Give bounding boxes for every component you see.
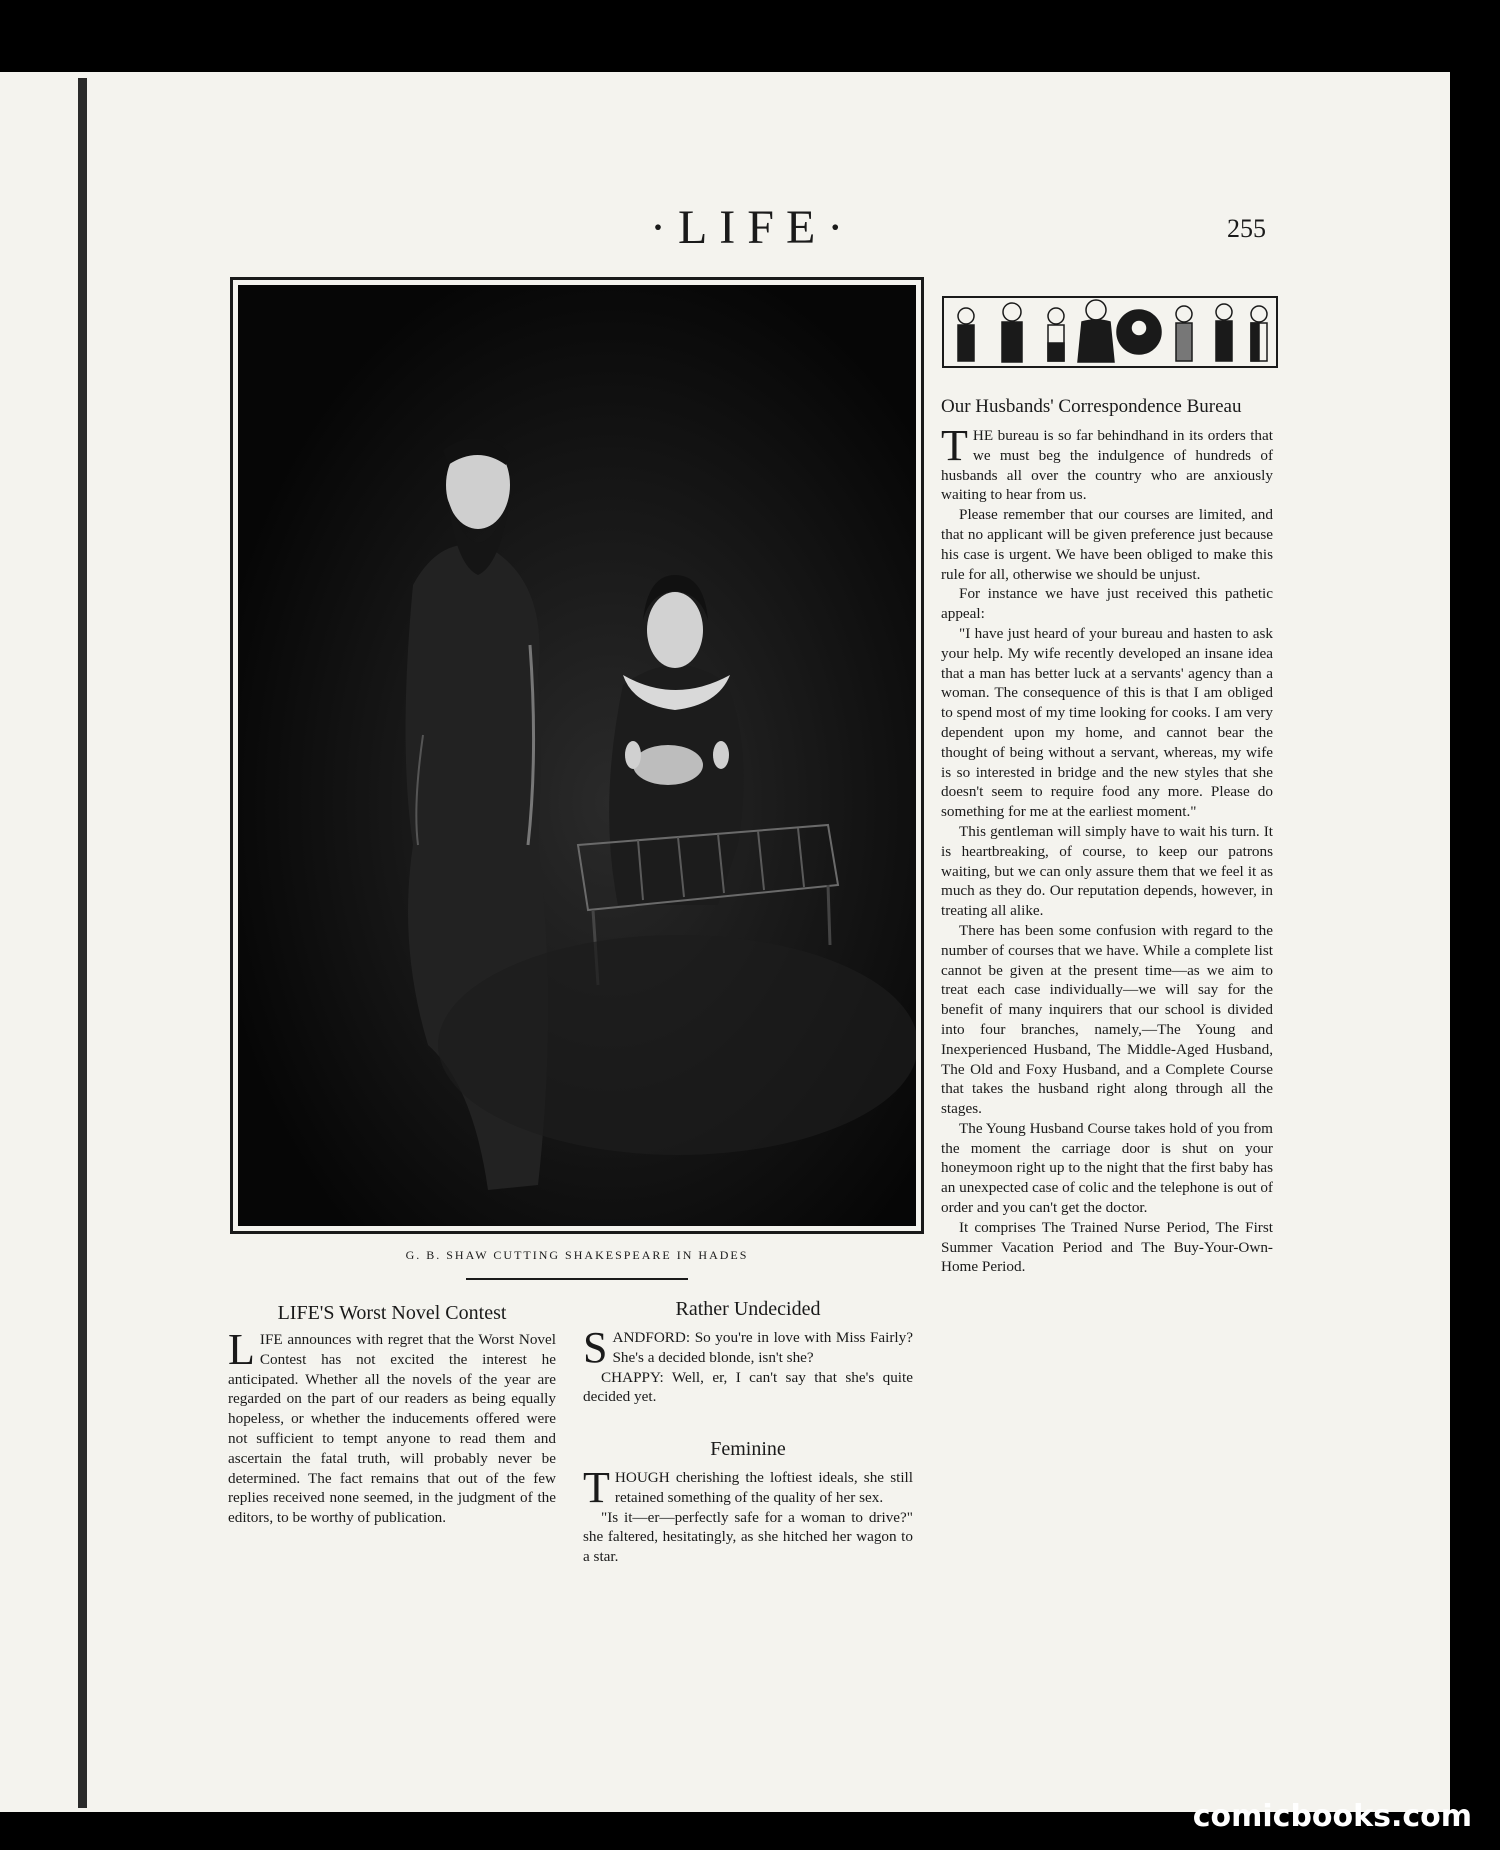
drop-cap: S xyxy=(583,1323,608,1372)
article-worst-novel xyxy=(228,1300,556,1528)
dialogue-line: ANDFORD: So you're in love with Miss Fairly? She's a decided blonde, isn't she? xyxy=(612,1329,913,1366)
article-paragraph: HE bureau is so far behindhand in its orders that we must beg the indulgence of hundreds of husbands all over the country who are anxiously waiting to hear from us. xyxy=(941,427,1273,504)
binding-spine xyxy=(78,78,87,1808)
article-title: Rather Undecided xyxy=(675,1298,821,1320)
drop-cap: L xyxy=(228,1325,255,1374)
dialogue-line: CHAPPY: Well, er, I can't say that she's quite decided yet. xyxy=(583,1368,913,1406)
article-paragraph: Please remember that our courses are limited, and that no applicant will be given preference just because his case is urgent. We have been obliged to make this rule for all, otherwise we should be unjust. xyxy=(941,506,1273,583)
article-title: LIFE'S Worst Novel Contest xyxy=(277,1302,507,1324)
caricature-banner xyxy=(942,296,1278,368)
article-paragraph: This gentleman will simply have to wait his turn. It is heartbreaking, of course, to keep our patrons waiting, but we can only assure them that we feel it as much as they do. Our reputation depends, however, in treating all alike. xyxy=(941,822,1273,920)
article-body: "Is it—er—perfectly safe for a woman to drive?" she faltered, hesitatingly, as she hitched her wagon to a star. xyxy=(583,1508,913,1566)
caricature-figures xyxy=(944,298,1276,366)
article-paragraph: For instance we have just received this pathetic appeal: xyxy=(941,585,1273,623)
article-body: HOUGH cherishing the loftiest ideals, she still retained something of the quality of her sex. xyxy=(614,1469,913,1506)
masthead-title: ·LIFE· xyxy=(650,201,856,254)
page-number: 255 xyxy=(1227,214,1266,243)
article-title: Our Husbands' Correspondence Bureau xyxy=(941,396,1242,417)
drop-cap: T xyxy=(583,1463,610,1512)
illustration-caption: G. B. SHAW CUTTING SHAKESPEARE IN HADES xyxy=(405,1248,749,1262)
article-bureau xyxy=(941,394,1273,1277)
article-feminine xyxy=(583,1436,913,1567)
article-paragraph: It comprises The Trained Nurse Period, The First Summer Vacation Period and The Buy-Your-Own-Home Period. xyxy=(941,1218,1273,1276)
article-body: IFE announces with regret that the Worst Novel Contest has not excited the interest he anticipated. Whether all the novels of the year are regarded on the part of our readers as being equally hopeless, or whether the inducements offered were not sufficient to tempt anyone to read them and ascertain the fatal truth, will probably never be determined. The fact remains that out of the few replies received none seemed, in the judgment of the editors, to be worthy of publication. xyxy=(228,1331,556,1527)
illustration-image xyxy=(238,285,916,1226)
article-paragraph: The Young Husband Course takes hold of you from the moment the carriage door is shut on your honeymoon right up to the night that the first baby has an unexpected case of colic and the telephone is out of order and you can't get the doctor. xyxy=(941,1119,1273,1217)
section-divider xyxy=(466,1278,688,1280)
article-title: Feminine xyxy=(710,1438,786,1460)
article-rather-undecided xyxy=(583,1296,913,1407)
article-paragraph: There has been some confusion with regard to the number of courses that we have. While a complete list cannot be given at the present time—as we aim to treat each case individually—we will say for the benefit of many inquirers that our school is divided into four branches, namely,—The Young and Inexperienced Husband, The Middle-Aged Husband, The Old and Foxy Husband, and a Complete Course that takes the husband right along through all the stages. xyxy=(941,921,1273,1118)
quoted-letter: "I have just heard of your bureau and hasten to ask your help. My wife recently developed an insane idea that a man has better luck at a servants' agency than a woman. The consequence of this is that I am obliged to spend most of my time looking for cooks. I am very dependent upon my home, and cannot bear the thought of being without a servant, whereas, my wife is so interested in bridge and the new styles that she doesn't seem to require food any more. Please do something for me at the earliest moment." xyxy=(941,624,1273,821)
drop-cap: T xyxy=(941,421,968,470)
illustration-frame xyxy=(230,277,924,1234)
site-watermark: comicbooks.com xyxy=(1192,1799,1472,1834)
shaw-shakespeare-drawing xyxy=(238,285,916,1226)
